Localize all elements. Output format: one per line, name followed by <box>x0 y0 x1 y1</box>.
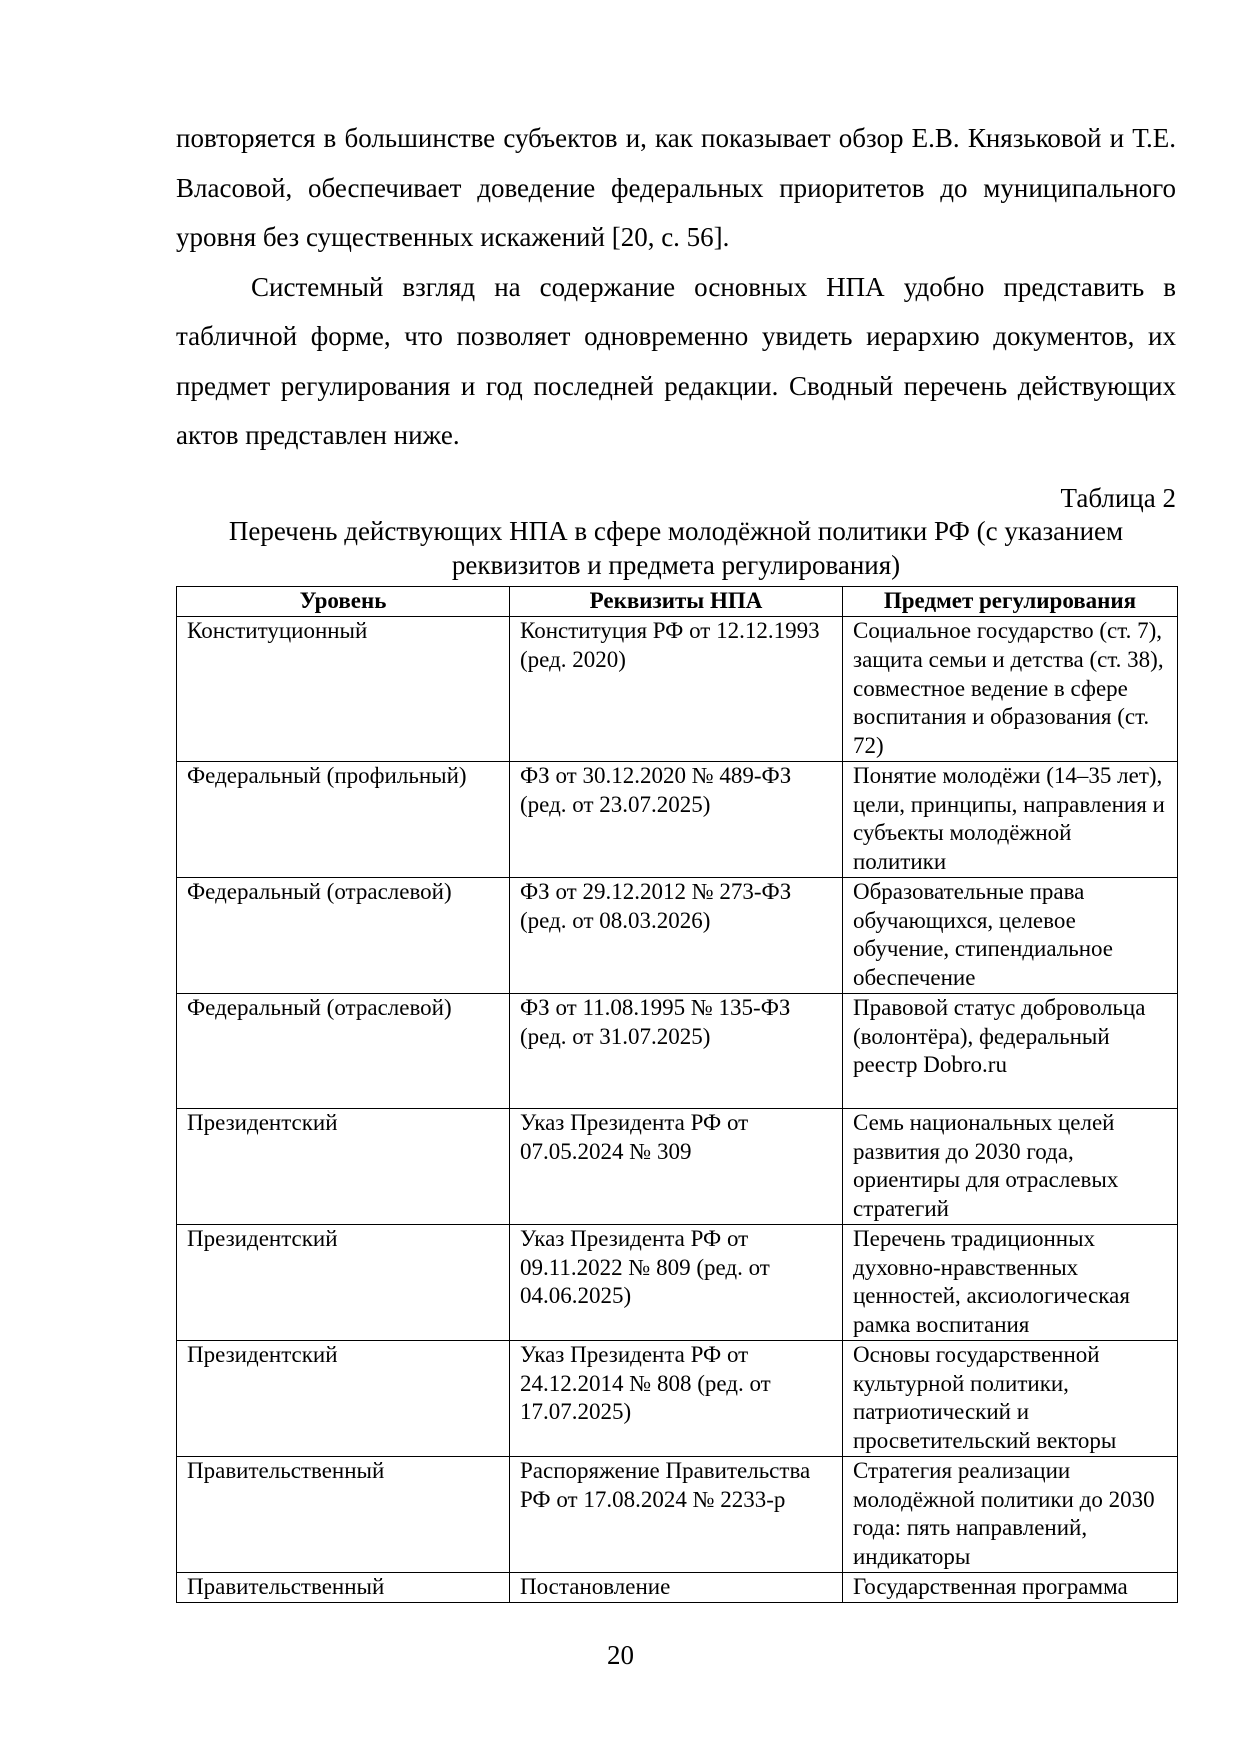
paragraph-1: повторяется в большинстве субъектов и, как показывает обзор Е.В. Князьковой и Т.Е. Власовой, обеспечивает доведение федеральных приоритетов до муниципального уровня без существенных искажений [20, с. 56]. <box>176 123 1176 252</box>
npa-table <box>176 586 1178 1603</box>
paragraph-2: Системный взгляд на содержание основных НПА удобно представить в табличной форме, что позволяет одновременно увидеть иерархию документов, их предмет регулирования и год последней редакции. Сводный перечень действующих актов представлен ниже. <box>176 271 1176 450</box>
cell-requisites: Распоряжение Правительства РФ от 17.08.2024 № 2233-р <box>510 1456 843 1572</box>
table-row <box>177 1224 1178 1340</box>
cell-subject: Перечень традиционных духовно-нравственных ценностей, аксиологическая рамка воспитания <box>843 1224 1178 1340</box>
cell-subject: Стратегия реализации молодёжной политики до 2030 года: пять направлений, индикаторы <box>843 1456 1178 1572</box>
cell-level: Федеральный (отраслевой) <box>177 993 510 1108</box>
cell-subject: Государственная программа <box>843 1572 1178 1602</box>
cell-level: Федеральный (профильный) <box>177 761 510 877</box>
table-row <box>177 1572 1178 1602</box>
table-number: Таблица 2 <box>1060 483 1176 513</box>
cell-subject: Социальное государство (ст. 7), защита семьи и детства (ст. 38), совместное ведение в сфере воспитания и образования (ст. 72) <box>843 617 1178 762</box>
cell-requisites: ФЗ от 30.12.2020 № 489-ФЗ (ред. от 23.07.2025) <box>510 761 843 877</box>
cell-subject: Образовательные права обучающихся, целевое обучение, стипендиальное обеспечение <box>843 877 1178 993</box>
table-row <box>177 993 1178 1108</box>
header-subject: Предмет регулирования <box>843 587 1178 617</box>
cell-requisites: Указ Президента РФ от 24.12.2014 № 808 (ред. от 17.07.2025) <box>510 1340 843 1456</box>
cell-requisites: Указ Президента РФ от 07.05.2024 № 309 <box>510 1108 843 1224</box>
cell-subject: Семь национальных целей развития до 2030 года, ориентиры для отраслевых стратегий <box>843 1108 1178 1224</box>
table-title: Перечень действующих НПА в сфере молодёжной политики РФ (с указанием реквизитов и предмета регулирования) <box>228 516 1124 580</box>
header-level: Уровень <box>177 587 510 617</box>
cell-level: Президентский <box>177 1340 510 1456</box>
cell-requisites: Указ Президента РФ от 09.11.2022 № 809 (ред. от 04.06.2025) <box>510 1224 843 1340</box>
table-row <box>177 761 1178 877</box>
cell-requisites: Постановление <box>510 1572 843 1602</box>
cell-level: Правительственный <box>177 1572 510 1602</box>
table-header-row <box>177 587 1178 617</box>
cell-level: Президентский <box>177 1224 510 1340</box>
cell-requisites: ФЗ от 11.08.1995 № 135-ФЗ (ред. от 31.07.2025) <box>510 993 843 1108</box>
table-row <box>177 877 1178 993</box>
table-row <box>177 1456 1178 1572</box>
cell-subject: Понятие молодёжи (14–35 лет), цели, принципы, направления и субъекты молодёжной политики <box>843 761 1178 877</box>
header-requisites: Реквизиты НПА <box>510 587 843 617</box>
cell-level: Правительственный <box>177 1456 510 1572</box>
cell-level: Президентский <box>177 1108 510 1224</box>
page-number: 20 <box>607 1640 634 1670</box>
body-text <box>176 114 1176 461</box>
cell-requisites: ФЗ от 29.12.2012 № 273-ФЗ (ред. от 08.03.2026) <box>510 877 843 993</box>
cell-subject: Основы государственной культурной политики, патриотический и просветительский векторы <box>843 1340 1178 1456</box>
cell-requisites: Конституция РФ от 12.12.1993 (ред. 2020) <box>510 617 843 762</box>
table-row <box>177 1108 1178 1224</box>
table-row <box>177 1340 1178 1456</box>
cell-level: Федеральный (отраслевой) <box>177 877 510 993</box>
cell-subject: Правовой статус добровольца (волонтёра), федеральный реестр Dobro.ru <box>843 993 1178 1108</box>
cell-level: Конституционный <box>177 617 510 762</box>
table-row <box>177 617 1178 762</box>
